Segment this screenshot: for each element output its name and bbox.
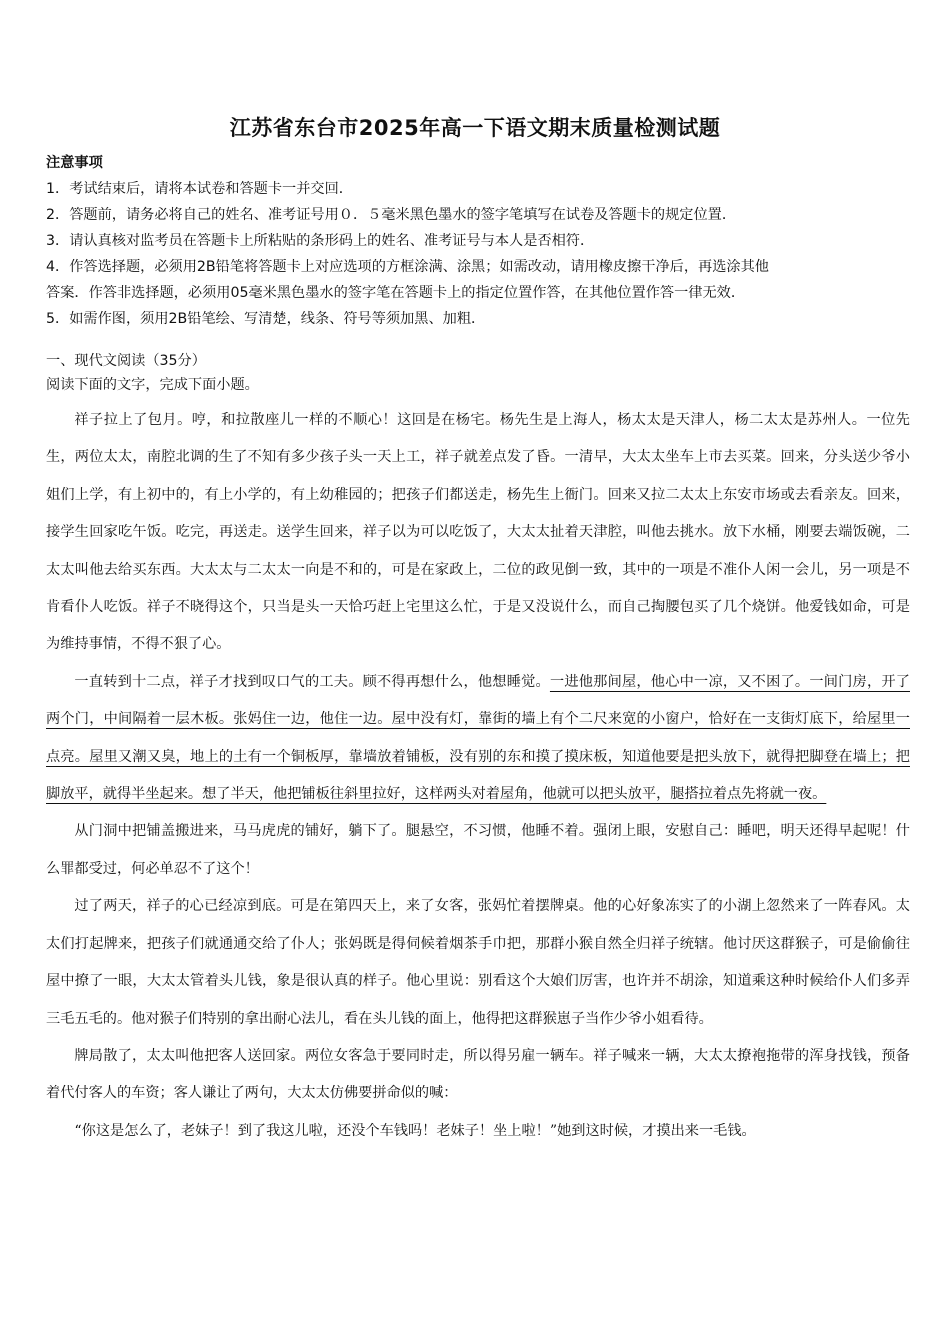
notice-item: 5．如需作图，须用2B铅笔绘、写清楚，线条、符号等须加黑、加粗． [46, 311, 486, 327]
passage-paragraph-3: 从门洞中把铺盖搬进来，马马虎虎的铺好，躺下了。腿悬空，不习惯，他睡不着。强闭上眼，安慰自己：睡吧，明天还得早起呢！什么罪都受过，何必单忍不了这个！ [46, 823, 910, 877]
notice-item: 1．考试结束后，请将本试卷和答题卡一并交回． [46, 181, 353, 197]
passage-paragraph-4: 过了两天，祥子的心已经凉到底。可是在第四天上，来了女客，张妈忙着摆牌桌。他的心好象冻实了的小湖上忽然来了一阵春风。太太们打起牌来，把孩子们就通通交给了仆人；张妈既是得伺候着烟茶手巾把，那群小猴自然全归祥子统辖。他讨厌这群猴子，可是偷偷往屋中撩了一眼，大太太管着头儿钱，象是很认真的样子。他心里说：别看这个大娘们厉害，也许并不胡涂，知道乘这种时候给仆人们多弄三毛五毛的。他对猴子们特别的拿出耐心法儿，看在头儿钱的面上，他得把这群猴崽子当作少爷小姐看待。 [46, 898, 910, 1027]
notice-heading: 注意事项 [46, 155, 103, 171]
reading-instruction: 阅读下面的文字，完成下面小题。 [46, 377, 259, 393]
reading-passage [46, 402, 910, 1150]
underlined-passage: 一进他那间屋，他心中一凉，又不困了。一间门房，开了两个门，中间隔着一层木板。张妈住一边，他住一边。屋中没有灯，靠街的墙上有个二尺来宽的小窗户，恰好在一支街灯底下，给屋里一点亮。屋里又潮又臭，地上的土有一个铜板厚，靠墙放着铺板，没有别的东和摸了摸床板，知道他要是把头放下，就得把脚登在墙上；把脚放平，就得半坐起来。想了半天，他把铺板往斜里拉好，这样两头对着屋角，他就可以把头放平，腿搭拉着点先将就一夜。 [46, 673, 910, 803]
notice-item: 答案．作答非选择题，必须用05毫米黑色墨水的签字笔在答题卡上的指定位置作答，在其他位置作答一律无效． [46, 285, 746, 301]
section-title: 一、现代文阅读（35分） [46, 353, 206, 369]
document-title: 江苏省东台市2025年高一下语文期末质量检测试题 [229, 116, 721, 140]
notice-item: 3．请认真核对监考员在答题卡上所粘贴的条形码上的姓名、准考证号与本人是否相符． [46, 233, 595, 249]
paragraph-2-plain-text: 一直转到十二点，祥子才找到叹口气的工夫。顾不得再想什么，他想睡觉。 [74, 673, 550, 690]
notice-item: 2．答题前，请务必将自己的姓名、准考证号用０．５毫米黑色墨水的签字笔填写在试卷及答题卡的规定位置． [46, 207, 737, 223]
notice-block [46, 150, 912, 332]
passage-paragraph-1: 祥子拉上了包月。哼，和拉散座儿一样的不顺心！这回是在杨宅。杨先生是上海人，杨太太是天津人，杨二太太是苏州人。一位先生，两位太太，南腔北调的生了不知有多少孩子头一天上工，祥子就差点发了昏。一清早，大太太坐车上市去买菜。回来，分头送少爷小姐们上学，有上初中的，有上小学的，有上幼稚园的；把孩子们都送走，杨先生上衙门。回来又拉二太太上东安市场或去看亲友。回来，接学生回家吃午饭。吃完，再送走。送学生回来，祥子以为可以吃饭了，大太太扯着天津腔，叫他去挑水。放下水桶，刚要去端饭碗，二太太叫他去给买东西。大太太与二太太一向是不和的，可是在家政上，二位的政见倒一致，其中的一项是不准仆人闲一会儿，另一项是不肯看仆人吃饭。祥子不晓得这个，只当是头一天恰巧赶上宅里这么忙，于是又没说什么，而自己掏腰包买了几个烧饼。他爱钱如命，可是为维持事情，不得不狠了心。 [46, 412, 910, 653]
passage-paragraph-5: 牌局散了，太太叫他把客人送回家。两位女客急于要同时走，所以得另雇一辆车。祥子喊来一辆，大太太撩袍拖带的浑身找钱，预备着代付客人的车资；客人谦让了两句，大太太仿佛要拼命似的喊： [46, 1047, 910, 1102]
passage-paragraph-6: “你这是怎么了，老妹子！到了我这儿啦，还没个车钱吗！老妹子！坐上啦！”她到这时候，才摸出来一毛钱。 [74, 1122, 756, 1139]
passage-paragraph-2 [46, 664, 910, 814]
notice-item: 4．作答选择题，必须用2B铅笔将答题卡上对应选项的方框涂满、涂黑；如需改动，请用橡皮擦干净后，再选涂其他 [46, 259, 769, 275]
